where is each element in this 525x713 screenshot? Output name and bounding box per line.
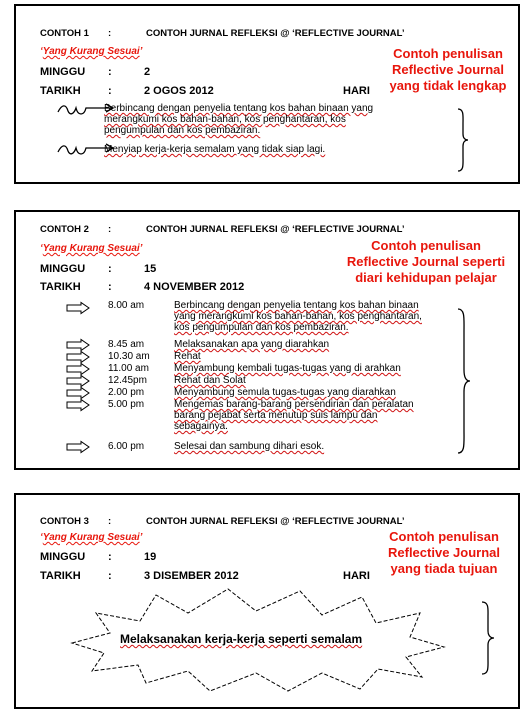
minggu-label: MINGGU (40, 551, 86, 563)
annotation-note: Contoh penulisan Reflective Journal seperti diari kehidupan pelajar (346, 238, 506, 285)
schedule-activity: Mengemas barang-barang persendirian dan peralatan barang pejabat serta menutup suis lampu dan sebagainya. (174, 399, 414, 432)
schedule-time: 5.00 pm (108, 399, 145, 410)
annotation-note: Contoh penulisan Reflective Journal yang tidak lengkap (389, 46, 507, 93)
minggu-colon: : (108, 66, 112, 78)
hari-label: HARI (343, 570, 370, 582)
journal-example-3 (14, 493, 520, 709)
example-code: CONTOH 3 (40, 516, 89, 527)
tarikh-colon: : (108, 281, 112, 293)
example-title: CONTOH JURNAL REFLEKSI @ ‘REFLECTIVE JOURNAL’ (146, 28, 405, 39)
example-subtitle: ‘Yang Kurang Sesuai’ (40, 243, 143, 254)
right-brace-icon (480, 601, 496, 675)
tarikh-label: TARIKH (40, 570, 81, 582)
tarikh-colon: : (108, 570, 112, 582)
tarikh-label: TARIKH (40, 281, 81, 293)
tarikh-value: 3 DISEMBER 2012 (144, 570, 239, 582)
tarikh-label: TARIKH (40, 85, 81, 97)
minggu-colon: : (108, 551, 112, 563)
schedule-time: 12.45pm (108, 375, 147, 386)
journal-entry-1: Berbincang dengan penyelia tentang kos bahan binaan yang merangkumi kos bahan-bahan, kos penghantaran, kos pengumpulan dan kos pembaziran. (104, 103, 374, 136)
schedule-time: 10.30 am (108, 351, 150, 362)
example-title: CONTOH JURNAL REFLEKSI @ ‘REFLECTIVE JOURNAL’ (146, 224, 405, 235)
example-code: CONTOH 1 (40, 28, 89, 39)
schedule-activity: Rehat dan Solat (174, 375, 246, 386)
example-colon: : (108, 516, 112, 527)
journal-example-2 (14, 210, 520, 470)
journal-entry-2: Menyiap kerja-kerja semalam yang tidak siap lagi. (104, 144, 326, 155)
schedule-time: 2.00 pm (108, 387, 145, 398)
example-code: CONTOH 2 (40, 224, 89, 235)
example-subtitle: ‘Yang Kurang Sesuai’ (40, 46, 143, 57)
minggu-value: 19 (144, 551, 157, 563)
burst-text: Melaksanakan kerja-kerja seperti semalam (120, 632, 363, 646)
journal-example-1 (14, 4, 520, 184)
example-subtitle: ‘Yang Kurang Sesuai’ (40, 532, 143, 543)
schedule-activity: Berbincang dengan penyelia tentang kos bahan binaan yang merangkumi kos bahan-bahan, kos penghantaran, kos pengumpulan dan kos pembaziran. (174, 300, 422, 333)
example-colon: : (108, 28, 112, 39)
schedule-time: 8.45 am (108, 339, 145, 350)
schedule-time: 6.00 pm (108, 441, 145, 452)
schedule-activity: Melaksanakan apa yang diarahkan (174, 339, 330, 350)
tarikh-value: 2 OGOS 2012 (144, 85, 214, 97)
right-brace-icon (456, 308, 472, 454)
minggu-label: MINGGU (40, 263, 86, 275)
example-title: CONTOH JURNAL REFLEKSI @ ‘REFLECTIVE JOURNAL’ (146, 516, 405, 527)
schedule-time: 11.00 am (108, 363, 149, 374)
minggu-colon: : (108, 263, 112, 275)
schedule-activity: Rehat (174, 351, 201, 362)
annotation-note: Contoh penulisan Reflective Journal yang tiada tujuan (388, 529, 500, 576)
schedule-time: 8.00 am (108, 300, 145, 311)
right-brace-icon (456, 108, 470, 172)
schedule-activity: Menyambung kembali tugas-tugas yang di arahkan (174, 363, 401, 374)
schedule-activity: Menyambung semula tugas-tugas yang diarahkan (174, 387, 396, 398)
minggu-value: 15 (144, 263, 157, 275)
example-colon: : (108, 224, 112, 235)
tarikh-value: 4 NOVEMBER 2012 (144, 281, 245, 293)
schedule-activity: Selesai dan sambung dihari esok. (174, 441, 325, 452)
minggu-label: MINGGU (40, 66, 86, 78)
minggu-value: 2 (144, 66, 151, 78)
hari-label: HARI (343, 85, 370, 97)
tarikh-colon: : (108, 85, 112, 97)
